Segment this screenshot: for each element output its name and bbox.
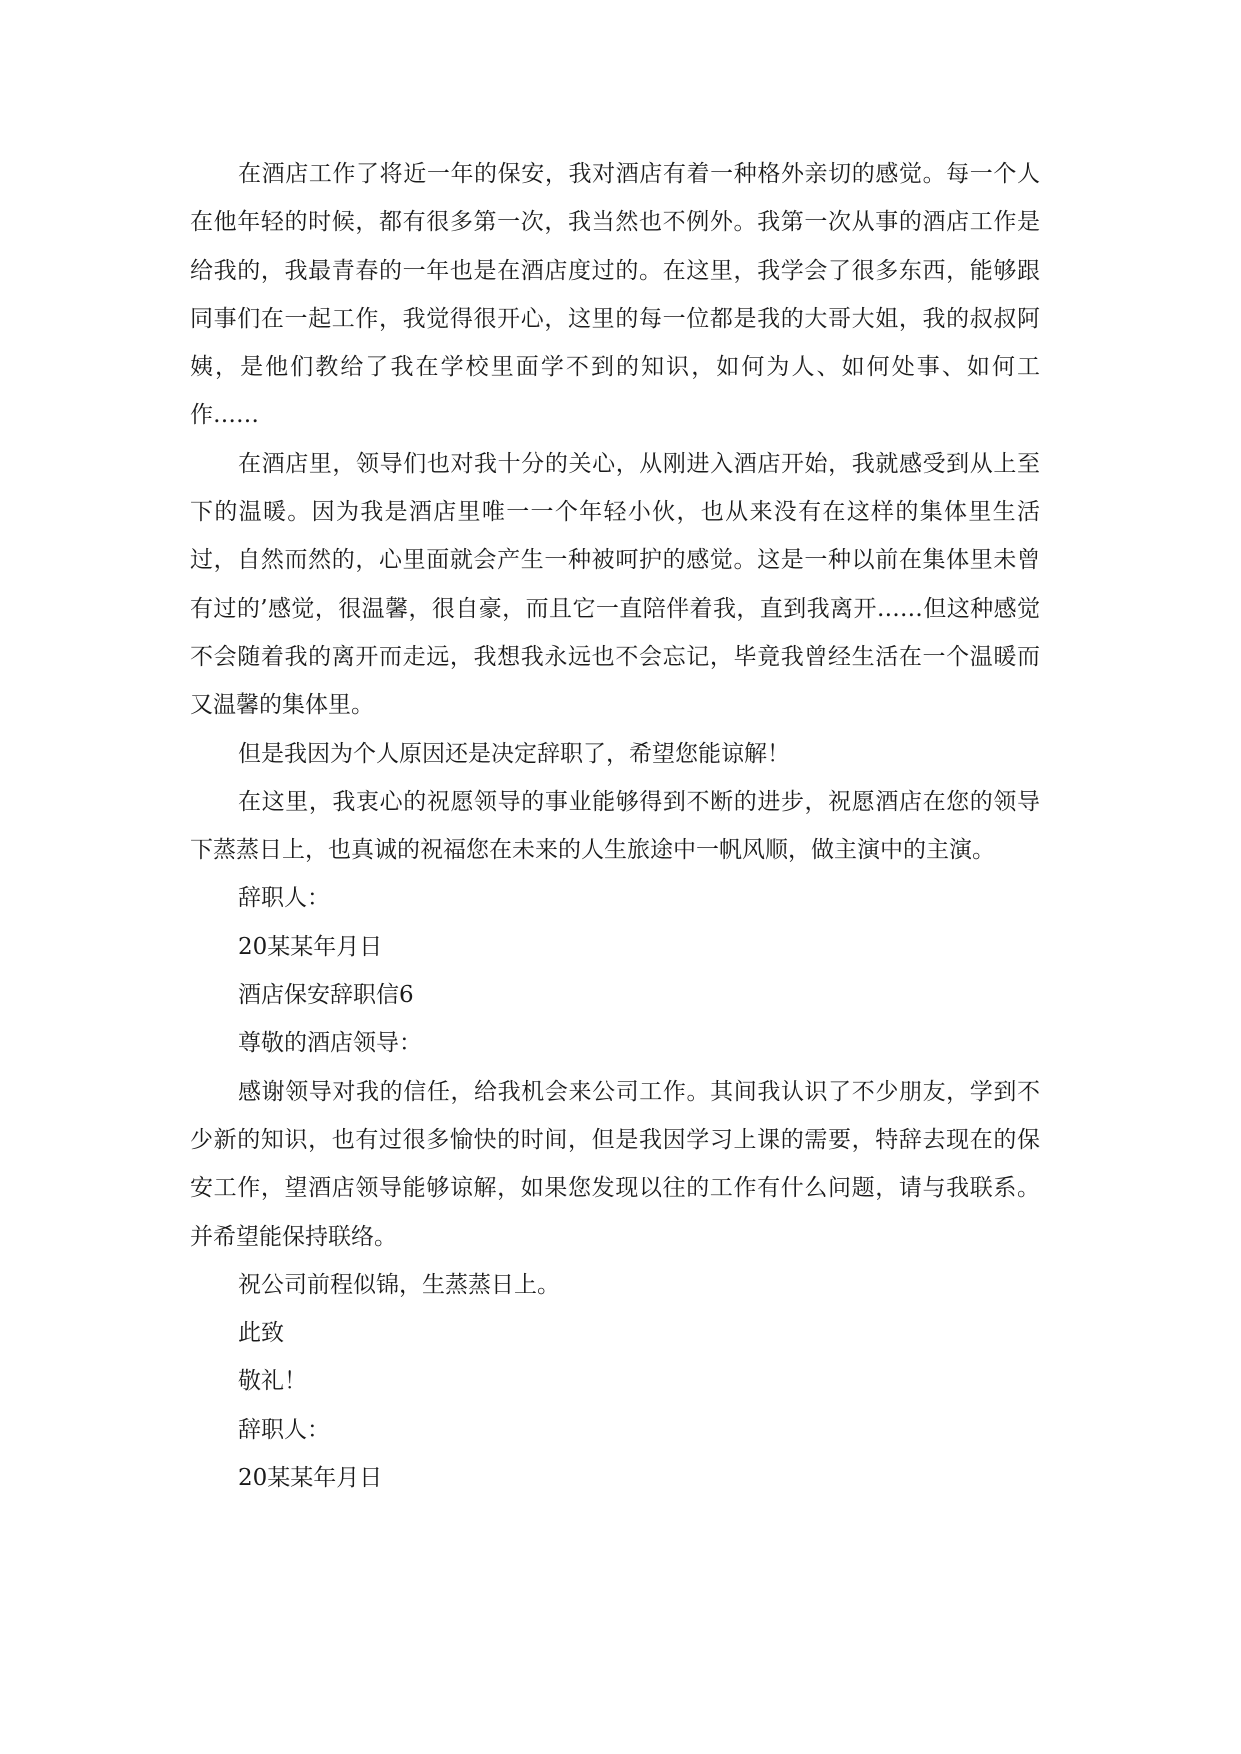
closing-wish: 祝公司前程似锦，生蒸蒸日上。 xyxy=(238,1271,560,1298)
document-body xyxy=(190,150,1040,1502)
paragraph: 但是我因为个人原因还是决定辞职了，希望您能谅解！ xyxy=(238,740,790,767)
closing-ci-zhi: 此致 xyxy=(238,1320,284,1347)
paragraph: 感谢领导对我的信任，给我机会来公司工作。其间我认识了不少朋友，学到不少新的知识，也有过很多愉快的时间，但是我因学习上课的需要，特辞去现在的保安工作，望酒店领导能够谅解，如果您发现以往的工作有什么问题，请与我联系。并希望能保持联络。 xyxy=(190,1078,1040,1250)
signature-label: 辞职人： xyxy=(238,1416,330,1443)
signature-label: 辞职人： xyxy=(238,885,330,912)
paragraph: 在这里，我衷心的祝愿领导的事业能够得到不断的进步，祝愿酒店在您的领导下蒸蒸日上，也真诚的祝福您在未来的人生旅途中一帆风顺，做主演中的主演。 xyxy=(190,788,1040,864)
section-title: 酒店保安辞职信6 xyxy=(238,982,414,1009)
date-line: 20某某年月日 xyxy=(238,1465,383,1492)
salutation: 尊敬的酒店领导： xyxy=(238,1030,422,1057)
paragraph: 在酒店工作了将近一年的保安，我对酒店有着一种格外亲切的感觉。每一个人在他年轻的时候，都有很多第一次，我当然也不例外。我第一次从事的酒店工作是给我的，我最青春的一年也是在酒店度过的。在这里，我学会了很多东西，能够跟同事们在一起工作，我觉得很开心，这里的每一位都是我的大哥大姐，我的叔叔阿姨，是他们教给了我在学校里面学不到的知识，如何为人、如何处事、如何工作…… xyxy=(190,161,1040,429)
paragraph: 在酒店里，领导们也对我十分的关心，从刚进入酒店开始，我就感受到从上至下的温暖。因为我是酒店里唯一一个年轻小伙，也从来没有在这样的集体里生活过，自然而然的，心里面就会产生一种被呵护的感觉。这是一种以前在集体里未曾有过的’感觉，很温馨，很自豪，而且它一直陪伴着我，直到我离开……但这种感觉不会随着我的离开而走远，我想我永远也不会忘记，毕竟我曾经生活在一个温暖而又温馨的集体里。 xyxy=(190,450,1040,719)
date-line: 20某某年月日 xyxy=(238,933,383,960)
closing-jing-li: 敬礼！ xyxy=(238,1368,307,1395)
